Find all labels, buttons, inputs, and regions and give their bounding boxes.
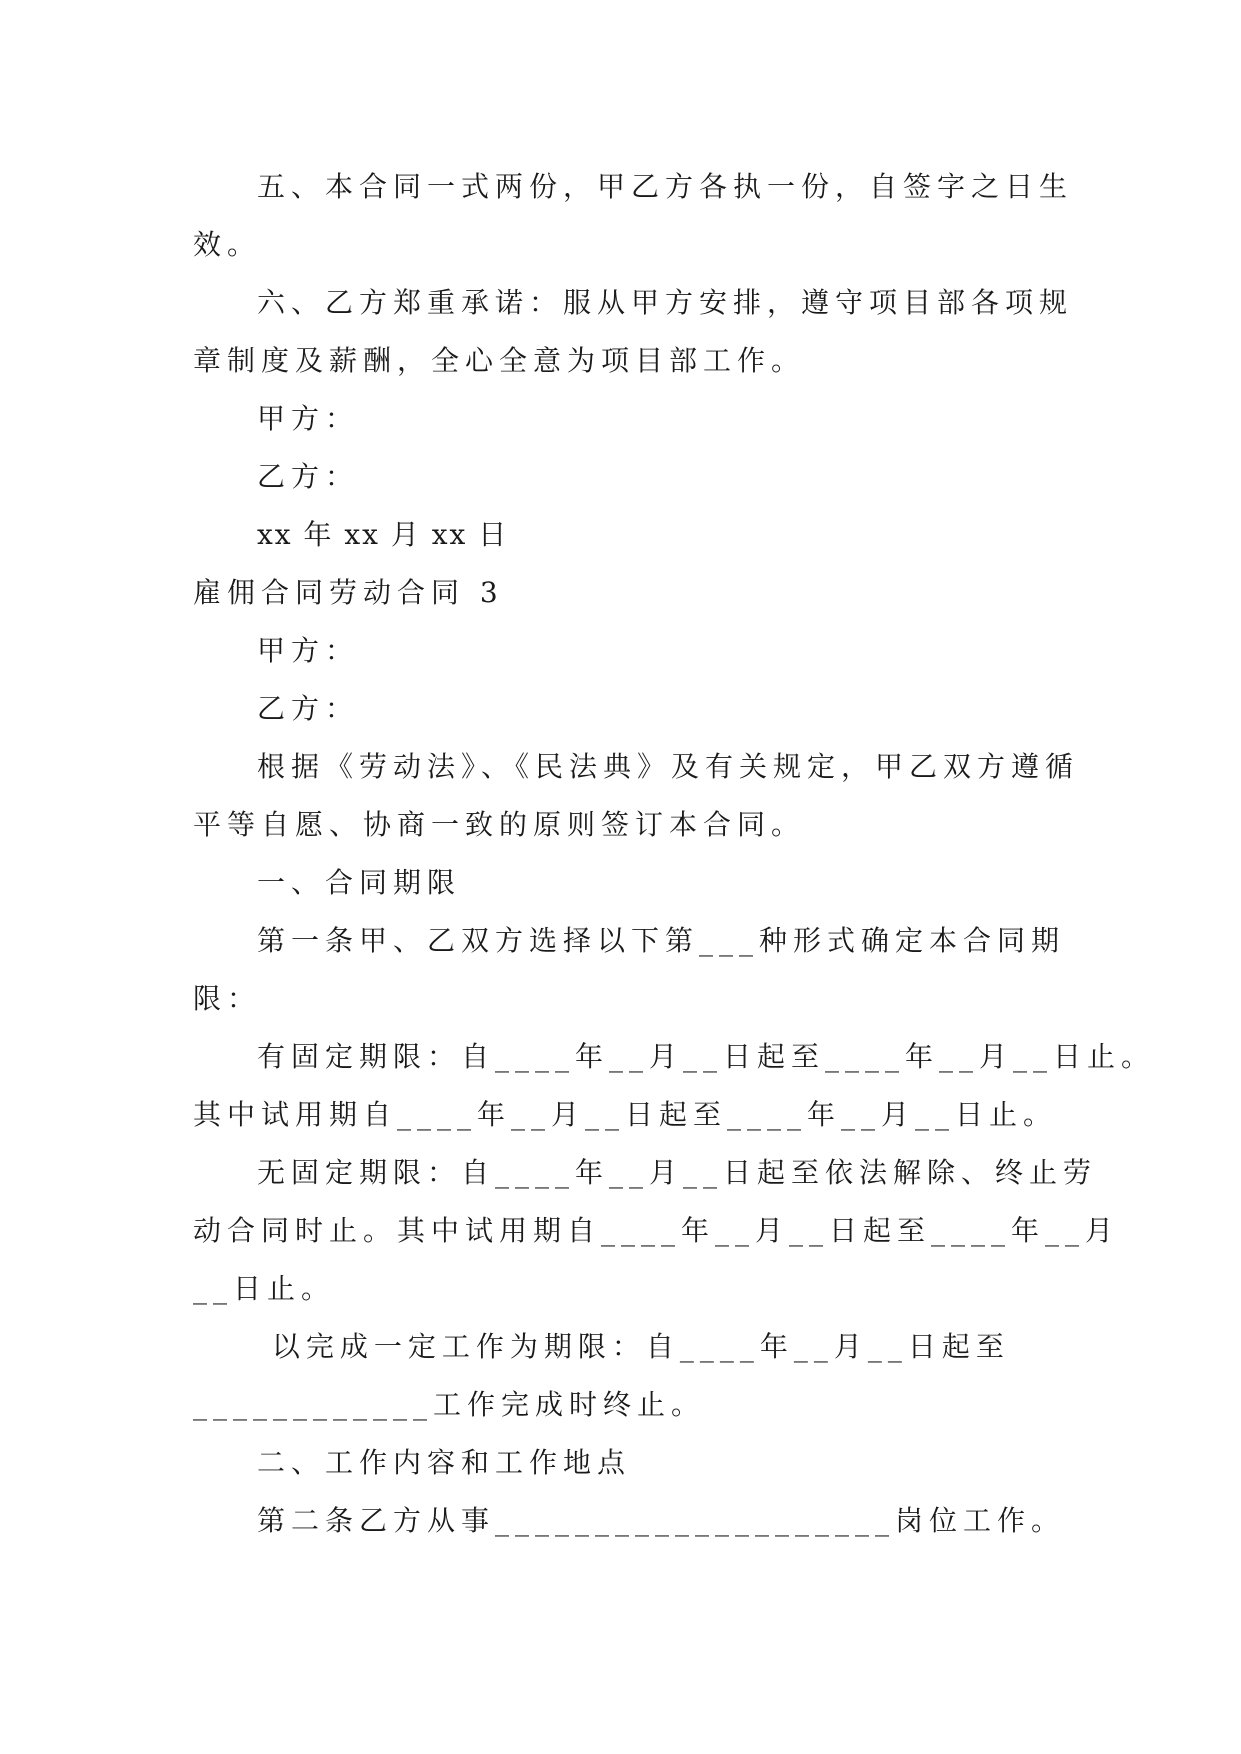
article-one-line-1: 第一条甲、乙双方选择以下第___种形式确定本合同期	[257, 924, 1066, 957]
task-term-line-1: 以完成一定工作为期限：自____年__月__日起至	[257, 1330, 1010, 1363]
open-term-line-1: 无固定期限：自____年__月__日起至依法解除、终止劳	[257, 1156, 1098, 1189]
task-term-line-2: ____________工作完成时终止。	[193, 1388, 706, 1421]
preamble-line-2: 平等自愿、协商一致的原则签订本合同。	[193, 808, 806, 841]
section-heading-work: 二、工作内容和工作地点	[257, 1446, 632, 1479]
party-a-label: 甲方：	[257, 634, 360, 667]
preamble-line-1: 根据《劳动法》、《民法典》及有关规定，甲乙双方遵循	[257, 750, 1080, 783]
clause-five-line-1: 五、本合同一式两份，甲乙方各执一份，自签字之日生	[257, 170, 1074, 203]
clause-five-line-2: 效。	[193, 228, 262, 261]
article-one-line-2: 限：	[193, 982, 262, 1015]
signing-date: xx 年 xx 月 xx 日	[257, 518, 509, 551]
document-body	[193, 158, 1156, 1550]
clause-six-line-2: 章制度及薪酬，全心全意为项目部工作。	[193, 344, 806, 377]
contract-title: 雇佣合同劳动合同 3	[193, 576, 504, 609]
open-term-line-3: __日止。	[193, 1272, 336, 1305]
party-b-signature: 乙方：	[257, 460, 360, 493]
fixed-term-line-2: 其中试用期自____年__月__日起至____年__月__日止。	[193, 1098, 1058, 1131]
open-term-line-2: 动合同时止。其中试用期自____年__月__日起至____年__月	[193, 1214, 1120, 1247]
clause-six-line-1: 六、乙方郑重承诺：服从甲方安排，遵守项目部各项规	[257, 286, 1074, 319]
article-two-line-1: 第二条乙方从事____________________岗位工作。	[257, 1504, 1066, 1537]
party-b-label: 乙方：	[257, 692, 360, 725]
fixed-term-line-1: 有固定期限：自____年__月__日起至____年__月__日止。	[257, 1040, 1156, 1073]
section-heading-term: 一、合同期限	[257, 866, 462, 899]
party-a-signature: 甲方：	[257, 402, 360, 435]
